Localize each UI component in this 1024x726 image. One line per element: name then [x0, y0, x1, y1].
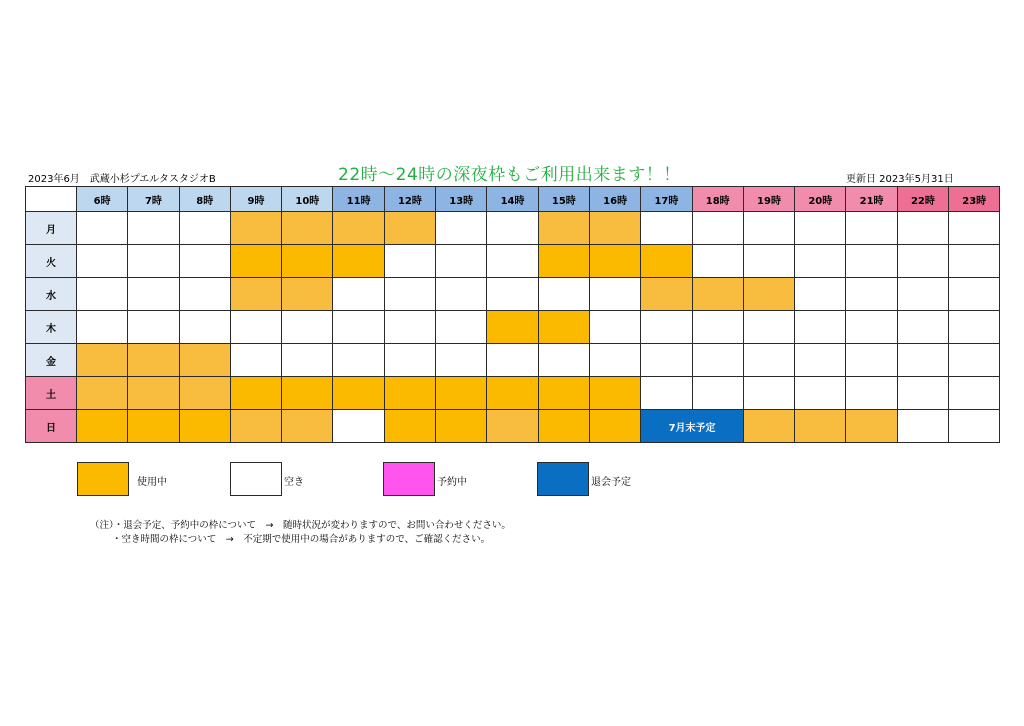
slot-free[interactable] [436, 278, 487, 311]
slot-free[interactable] [846, 278, 897, 311]
slot-free[interactable] [846, 245, 897, 278]
slot-free[interactable] [589, 278, 640, 311]
legend-free-label: 空き [284, 477, 304, 488]
slot-free[interactable] [77, 212, 128, 245]
hour-header: 6時 [77, 187, 128, 212]
hour-header: 11時 [333, 187, 384, 212]
day-row-tue [26, 245, 1000, 278]
slot-free[interactable] [795, 311, 846, 344]
hour-header: 16時 [589, 187, 640, 212]
slot-free[interactable] [692, 311, 743, 344]
slot-used[interactable] [743, 278, 794, 311]
slot-free[interactable] [128, 278, 179, 311]
slot-used[interactable] [589, 410, 640, 443]
slot-free[interactable] [795, 344, 846, 377]
slot-used[interactable] [230, 245, 281, 278]
hour-header: 17時 [641, 187, 692, 212]
slot-free[interactable] [692, 212, 743, 245]
hour-header: 13時 [436, 187, 487, 212]
slot-free[interactable] [692, 245, 743, 278]
slot-free[interactable] [897, 278, 948, 311]
slot-used[interactable] [436, 377, 487, 410]
slot-free[interactable] [230, 344, 281, 377]
slot-used[interactable] [641, 245, 692, 278]
slot-free[interactable] [897, 311, 948, 344]
slot-free[interactable] [949, 311, 1000, 344]
slot-used[interactable] [384, 410, 435, 443]
schedule-table [25, 186, 1000, 443]
slot-free[interactable] [897, 245, 948, 278]
updated-date: 更新日 2023年5月31日 [846, 174, 954, 185]
slot-free[interactable] [384, 344, 435, 377]
hour-header: 18時 [692, 187, 743, 212]
slot-used[interactable] [692, 278, 743, 311]
slot-used[interactable] [128, 410, 179, 443]
hour-header: 9時 [230, 187, 281, 212]
slot-free[interactable] [846, 344, 897, 377]
legend-free-swatch [230, 462, 282, 496]
slot-free[interactable] [128, 212, 179, 245]
slot-planned-cancel[interactable]: 7月末予定 [641, 410, 744, 443]
slot-used[interactable] [589, 212, 640, 245]
slot-free[interactable] [589, 311, 640, 344]
slot-free[interactable] [846, 377, 897, 410]
slot-used[interactable] [77, 377, 128, 410]
slot-free[interactable] [77, 278, 128, 311]
slot-free[interactable] [436, 344, 487, 377]
slot-free[interactable] [77, 311, 128, 344]
slot-free[interactable] [384, 311, 435, 344]
slot-free[interactable] [743, 212, 794, 245]
slot-used[interactable] [487, 377, 538, 410]
slot-used[interactable] [282, 278, 333, 311]
slot-free[interactable] [436, 212, 487, 245]
hour-header: 10時 [282, 187, 333, 212]
slot-free[interactable] [641, 212, 692, 245]
day-row-thu [26, 311, 1000, 344]
slot-free[interactable] [179, 245, 230, 278]
hour-header: 20時 [795, 187, 846, 212]
slot-used[interactable] [487, 410, 538, 443]
slot-used[interactable] [179, 344, 230, 377]
slot-free[interactable] [949, 212, 1000, 245]
slot-free[interactable] [436, 245, 487, 278]
legend-reserved-swatch [383, 462, 435, 496]
day-row-mon [26, 212, 1000, 245]
hour-header: 12時 [384, 187, 435, 212]
hour-header: 19時 [743, 187, 794, 212]
slot-free[interactable] [846, 212, 897, 245]
slot-free[interactable] [128, 311, 179, 344]
slot-free[interactable] [641, 311, 692, 344]
slot-free[interactable] [949, 377, 1000, 410]
slot-used[interactable] [487, 311, 538, 344]
slot-free[interactable] [743, 344, 794, 377]
day-row-fri [26, 344, 1000, 377]
day-label: 金 [26, 344, 77, 377]
slot-free[interactable] [230, 311, 281, 344]
slot-free[interactable] [692, 344, 743, 377]
slot-free[interactable] [282, 311, 333, 344]
slot-free[interactable] [333, 311, 384, 344]
slot-free[interactable] [384, 245, 435, 278]
slot-free[interactable] [949, 278, 1000, 311]
slot-free[interactable] [384, 278, 435, 311]
note-line-2: ・空き時間の枠について → 不定期で使用中の場合がありますので、ご確認ください。 [112, 534, 491, 545]
slot-free[interactable] [179, 311, 230, 344]
slot-free[interactable] [743, 245, 794, 278]
slot-free[interactable] [795, 212, 846, 245]
legend-planned-swatch [537, 462, 589, 496]
notes [90, 519, 511, 547]
slot-free[interactable] [179, 278, 230, 311]
day-label: 土 [26, 377, 77, 410]
slot-used[interactable] [384, 212, 435, 245]
day-label: 日 [26, 410, 77, 443]
slot-free[interactable] [282, 344, 333, 377]
slot-free[interactable] [589, 344, 640, 377]
slot-used[interactable] [128, 344, 179, 377]
slot-used[interactable] [384, 377, 435, 410]
slot-used[interactable] [282, 212, 333, 245]
legend-used-label: 使用中 [137, 477, 167, 488]
slot-used[interactable] [77, 410, 128, 443]
slot-free[interactable] [897, 410, 948, 443]
hour-header: 21時 [846, 187, 897, 212]
slot-used[interactable] [795, 410, 846, 443]
legend-used-swatch [77, 462, 129, 496]
hour-header: 8時 [179, 187, 230, 212]
note-line-1: （注）・退会予定、予約中の枠について → 随時状況が変わりますので、お問い合わせください。 [90, 520, 511, 531]
day-label: 月 [26, 212, 77, 245]
slot-free[interactable] [641, 377, 692, 410]
slot-free[interactable] [487, 344, 538, 377]
slot-used[interactable] [538, 245, 589, 278]
day-row-wed [26, 278, 1000, 311]
slot-used[interactable] [333, 245, 384, 278]
slot-free[interactable] [795, 278, 846, 311]
hour-header: 15時 [538, 187, 589, 212]
slot-used[interactable] [333, 212, 384, 245]
slot-used[interactable] [538, 377, 589, 410]
day-label: 水 [26, 278, 77, 311]
hour-header: 23時 [949, 187, 1000, 212]
slot-used[interactable] [538, 410, 589, 443]
slot-free[interactable] [846, 311, 897, 344]
slot-free[interactable] [538, 278, 589, 311]
slot-free[interactable] [897, 212, 948, 245]
slot-free[interactable] [743, 311, 794, 344]
slot-free[interactable] [641, 344, 692, 377]
slot-used[interactable] [333, 377, 384, 410]
slot-free[interactable] [179, 212, 230, 245]
slot-free[interactable] [487, 212, 538, 245]
slot-free[interactable] [897, 377, 948, 410]
day-label: 火 [26, 245, 77, 278]
slot-free[interactable] [333, 344, 384, 377]
slot-used[interactable] [589, 245, 640, 278]
slot-free[interactable] [77, 245, 128, 278]
slot-free[interactable] [743, 377, 794, 410]
hour-header-row [26, 187, 1000, 212]
slot-used[interactable] [846, 410, 897, 443]
slot-free[interactable] [128, 245, 179, 278]
slot-free[interactable] [795, 245, 846, 278]
slot-used[interactable] [179, 377, 230, 410]
slot-free[interactable] [949, 245, 1000, 278]
slot-free[interactable] [949, 344, 1000, 377]
slot-free[interactable] [436, 311, 487, 344]
slot-free[interactable] [795, 377, 846, 410]
hour-header: 7時 [128, 187, 179, 212]
corner-cell [26, 187, 77, 212]
day-row-sun [26, 410, 1000, 443]
slot-used[interactable] [282, 410, 333, 443]
slot-free[interactable] [692, 377, 743, 410]
day-label: 木 [26, 311, 77, 344]
slot-used[interactable] [589, 377, 640, 410]
slot-free[interactable] [333, 410, 384, 443]
slot-used[interactable] [538, 311, 589, 344]
slot-used[interactable] [282, 245, 333, 278]
slot-used[interactable] [538, 212, 589, 245]
late-night-promo: 22時～24時の深夜枠もご利用出来ます！！ [338, 165, 681, 185]
slot-free[interactable] [333, 278, 384, 311]
slot-used[interactable] [77, 344, 128, 377]
slot-used[interactable] [436, 410, 487, 443]
slot-free[interactable] [487, 278, 538, 311]
slot-used[interactable] [641, 278, 692, 311]
slot-used[interactable] [179, 410, 230, 443]
slot-free[interactable] [897, 344, 948, 377]
hour-header: 14時 [487, 187, 538, 212]
slot-used[interactable] [282, 377, 333, 410]
legend-planned-label: 退会予定 [591, 477, 631, 488]
slot-free[interactable] [538, 344, 589, 377]
day-row-sat [26, 377, 1000, 410]
slot-free[interactable] [487, 245, 538, 278]
slot-used[interactable] [128, 377, 179, 410]
schedule-title: 2023年6月 武蔵小杉プエルタスタジオB [28, 174, 216, 185]
legend-reserved-label: 予約中 [437, 477, 467, 488]
slot-used[interactable] [743, 410, 794, 443]
slot-used[interactable] [230, 278, 281, 311]
slot-used[interactable] [230, 377, 281, 410]
slot-free[interactable] [949, 410, 1000, 443]
hour-header: 22時 [897, 187, 948, 212]
slot-used[interactable] [230, 410, 281, 443]
slot-used[interactable] [230, 212, 281, 245]
